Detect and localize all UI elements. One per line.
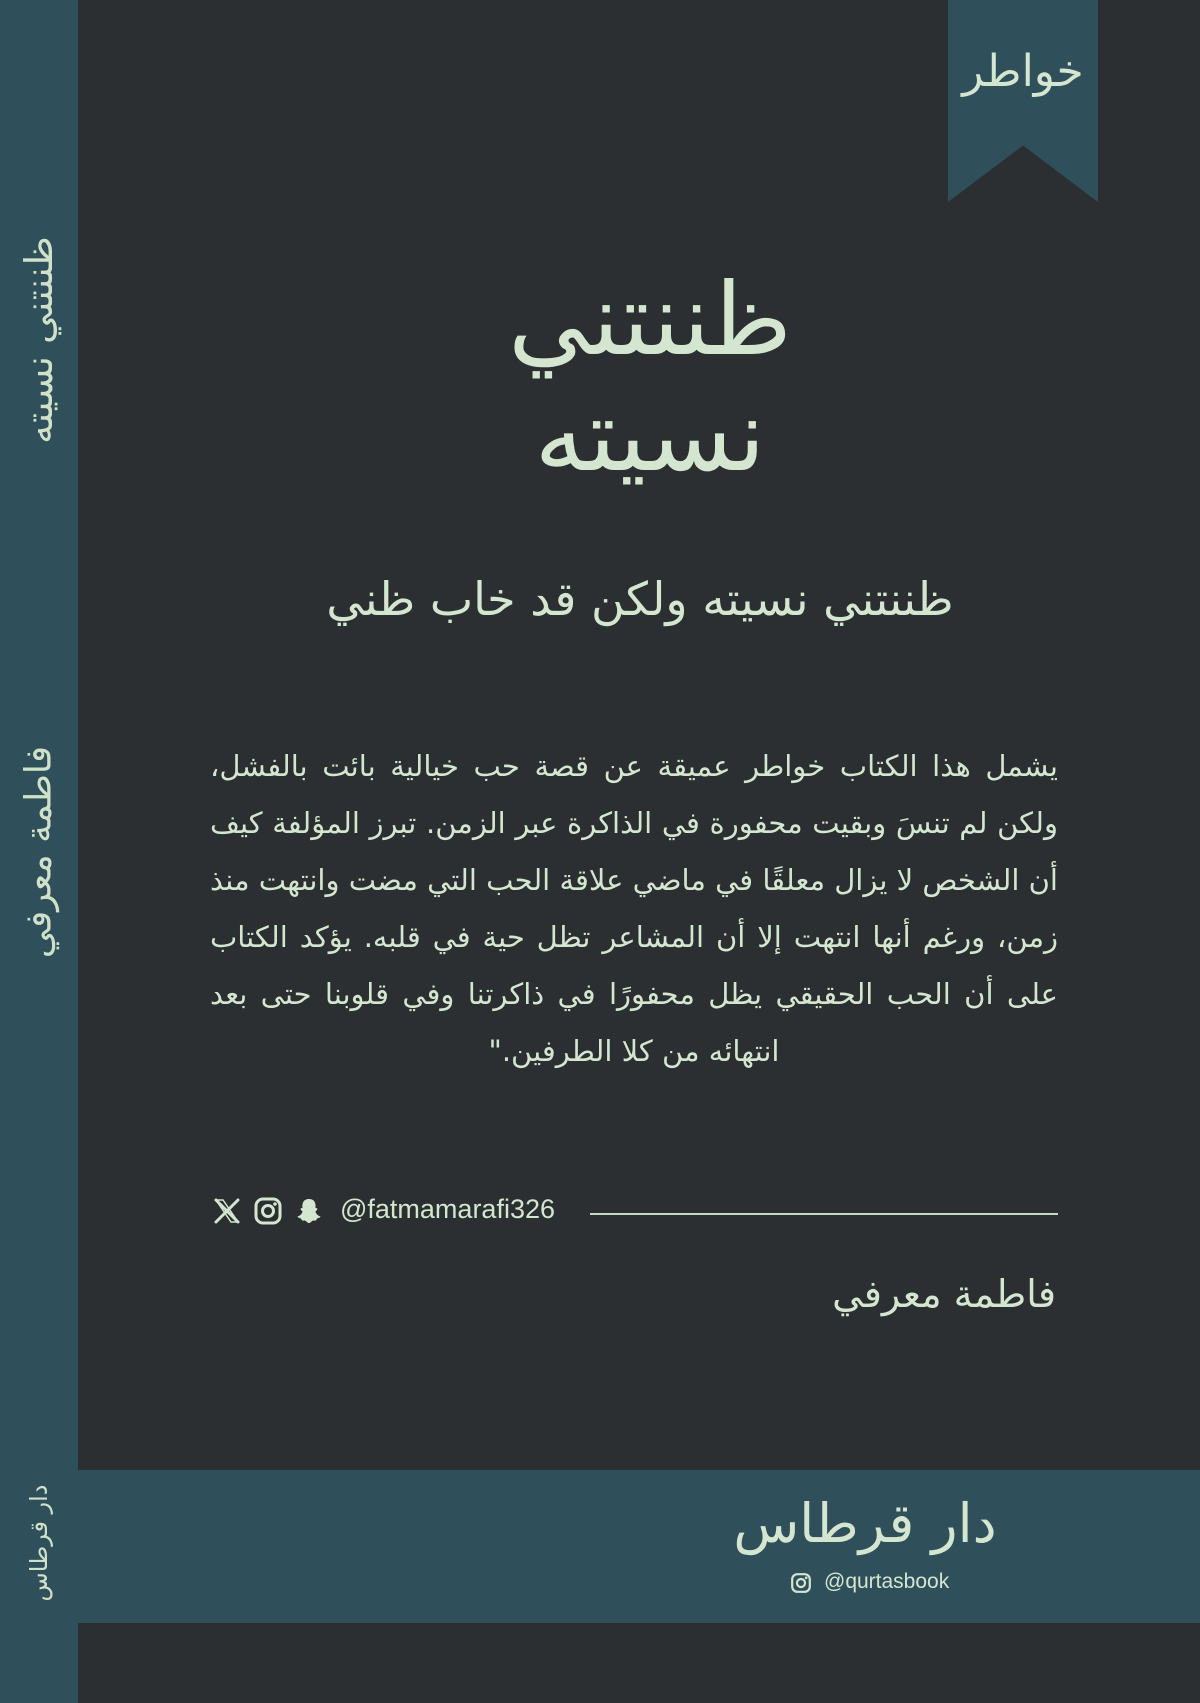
book-title-line-1: ظننتني xyxy=(508,261,792,378)
author-name: فاطمة معرفي xyxy=(832,1272,1056,1316)
genre-ribbon xyxy=(948,0,1098,202)
x-icon[interactable] xyxy=(212,1196,242,1226)
publisher-logo: دار قرطاس xyxy=(733,1492,997,1555)
book-description: يشمل هذا الكتاب خواطر عميقة عن قصة حب خيالية بائت بالفشل، ولكن لم تنسَ وبقيت محفورة في الذاكرة عبر الزمن. تبرز المؤلفة كيف أن الشخص لا يزال معلقًا في ماضي علاقة الحب التي مضت وانتهت منذ زمن، ورغم أنها انتهت إلا أن المشاعر تظل حية في قلبه. يؤكد الكتاب على أن الحب الحقيقي يظل محفورًا في ذاكرتنا وفي قلوبنا حتى بعد انتهائه من كلا الطرفين." xyxy=(210,749,1058,1068)
publisher-social xyxy=(780,1568,1020,1598)
spine-title: ظننتني نسيته xyxy=(17,236,61,444)
spine-author: فاطمة معرفي xyxy=(18,745,60,959)
divider-line xyxy=(590,1213,1058,1215)
snapchat-icon[interactable] xyxy=(294,1196,324,1226)
book-title-line-2: نسيته xyxy=(534,377,766,494)
genre-label: خواطر xyxy=(962,46,1084,97)
book-subtitle: ظننتني نسيته ولكن قد خاب ظني xyxy=(326,572,954,626)
instagram-icon[interactable] xyxy=(253,1196,283,1226)
author-social-handle[interactable]: @fatmamarafi326 xyxy=(340,1194,555,1224)
author-social-row xyxy=(210,1190,1060,1234)
publisher-handle[interactable]: @qurtasbook xyxy=(824,1570,950,1593)
instagram-icon[interactable] xyxy=(790,1572,812,1594)
spine-publisher: دار قرطاس xyxy=(25,1484,53,1602)
